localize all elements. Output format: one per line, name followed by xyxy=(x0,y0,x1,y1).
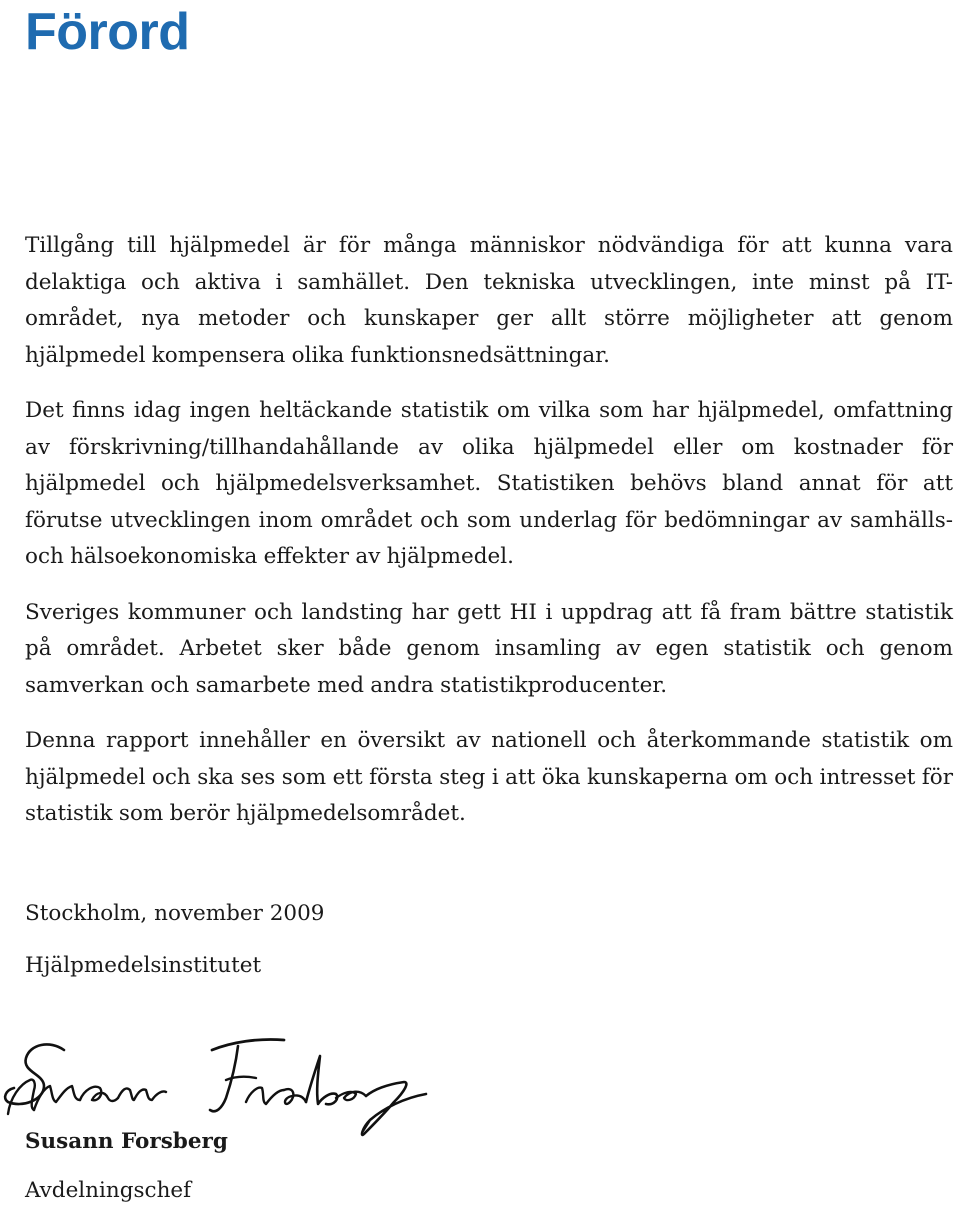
page-title: Förord xyxy=(25,3,190,61)
paragraph-2: Det finns idag ingen heltäckande statistik om vilka som har hjälpmedel, omfattning av förskrivning/tillhandahållande av olika hjälpmedel eller om kostnader för hjälpmedel och hjälpmedelsverksamhet. Statistiken behövs bland annat för att förutse utvecklingen inom området och som underlag för bedömningar av samhälls- och hälsoekonomiska effekter av hjälpmedel. xyxy=(25,398,953,569)
place-date: Stockholm, november 2009 xyxy=(25,901,325,926)
body-text xyxy=(25,228,953,852)
closing-block xyxy=(25,896,625,1000)
paragraph-3: Sveriges kommuner och landsting har gett HI i uppdrag att få fram bättre statistik på området. Arbetet sker både genom insamling av egen statistik och genom samverkan och samarbete med andra statistikproducenter. xyxy=(25,599,953,698)
organization-name: Hjälpmedelsinstitutet xyxy=(25,953,262,978)
paragraph-4: Denna rapport innehåller en översikt av nationell och återkommande statistik om hjälpmedel och ska ses som ett första steg i att öka kunskaperna om och intresset för statistik som berör hjälpmedelsområdet. xyxy=(25,728,953,826)
paragraph-1: Tillgång till hjälpmedel är för många människor nödvändiga för att kunna vara delaktiga och aktiva i samhället. Den tekniska utvecklingen, inte minst på IT-området, nya metoder och kunskaper ger allt större möjligheter att genom hjälpmedel kompensera olika funktionsnedsättningar. xyxy=(25,233,953,368)
signer-role: Avdelningschef xyxy=(25,1178,192,1203)
signer-name: Susann Forsberg xyxy=(25,1129,228,1154)
